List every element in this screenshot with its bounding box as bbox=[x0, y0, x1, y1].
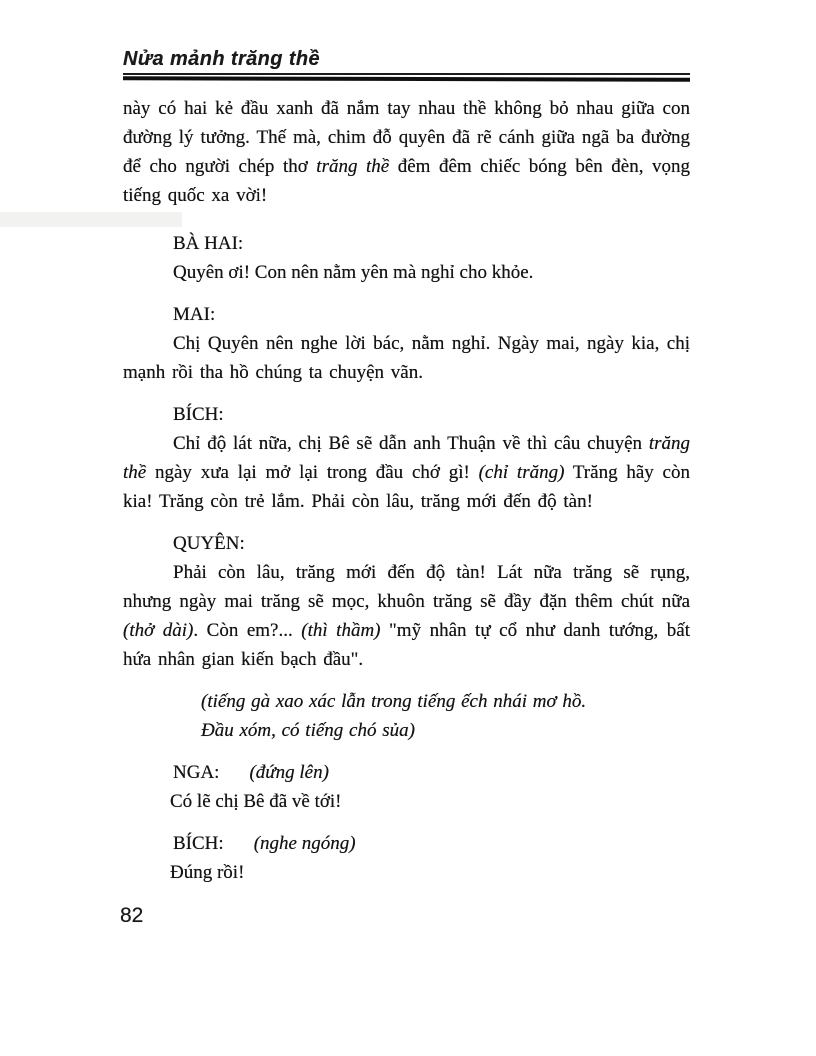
intro-paragraph bbox=[123, 94, 690, 210]
speaker-nga: NGA: bbox=[173, 762, 220, 783]
dialog-line-bich-2: Đúng rồi! bbox=[170, 862, 245, 883]
page-number: 82 bbox=[120, 904, 144, 927]
bich1-text-0: Chỉ độ lát nữa, chị Bê sẽ dẫn anh Thuận về thì câu chuyện bbox=[173, 433, 649, 454]
stage-direction-line-1: (tiếng gà xao xác lẫn trong tiếng ếch nhái mơ hồ. bbox=[201, 691, 587, 712]
speaker-mai: MAI: bbox=[173, 304, 216, 325]
quyen-text-0: Phải còn lâu, trăng mới đến độ tàn! Lát nữa trăng sẽ rụng, nhưng ngày mai trăng sẽ mọc, khuôn trăng sẽ đầy đặn thêm chút nữa bbox=[123, 562, 690, 612]
running-header-title: Nửa mảnh trăng thề bbox=[123, 48, 321, 70]
speaker-row-nga bbox=[123, 758, 690, 787]
bich1-stage-note-chi-trang: (chỉ trăng) bbox=[478, 462, 565, 483]
dialog-line-nga: Có lẽ chị Bê đã về tới! bbox=[170, 791, 342, 812]
page-content bbox=[123, 48, 690, 887]
speaker-bich-1: BÍCH: bbox=[173, 404, 224, 425]
stage-direction-block bbox=[201, 687, 690, 745]
speaker-quyen: QUYÊN: bbox=[173, 533, 245, 554]
speaker-bich-2: BÍCH: bbox=[173, 833, 224, 854]
speaker-row-bich-2 bbox=[123, 829, 690, 858]
intro-italic-trang-the: trăng thề bbox=[316, 156, 390, 177]
intro-text: này có hai kẻ đầu xanh đã nắm tay nhau thề không bỏ nhau giữa con đường lý tưởng. Thế mà, chim đỗ quyên đã rẽ cánh giữa ngã ba đường để cho người chép thơ bbox=[123, 98, 690, 177]
nga-stage-note-dung-len: (đứng lên) bbox=[249, 762, 329, 783]
quyen-stage-note-tho-dai: (thở dài) bbox=[123, 620, 194, 641]
speaker-ba-hai: BÀ HAI: bbox=[173, 233, 244, 254]
dialog-line-ba-hai: Quyên ơi! Con nên nằm yên mà nghỉ cho khỏe. bbox=[173, 262, 534, 283]
bich1-text-4: Trăng hãy còn kia! Trăng còn trẻ lắm. Phải còn lâu, trăng mới đến độ tàn! bbox=[123, 462, 690, 512]
header-rule-thin bbox=[123, 73, 690, 75]
quyen-stage-note-thi-tham: (thì thầm) bbox=[301, 620, 381, 641]
dialog-paragraph-quyen bbox=[123, 558, 690, 674]
intro-text-end: đêm đêm chiếc bóng bên đèn, vọng tiếng quốc xa vời! bbox=[123, 156, 690, 206]
dialog-paragraph-mai: Chị Quyên nên nghe lời bác, nằm nghỉ. Ngày mai, ngày kia, chị mạnh rồi tha hồ chúng ta chuyện vãn. bbox=[123, 333, 690, 383]
bich2-stage-note-nghe-ngong: (nghe ngóng) bbox=[253, 833, 356, 854]
quyen-text-4: "mỹ nhân tự cổ như danh tướng, bất hứa nhân gian kiến bạch đầu". bbox=[123, 620, 690, 670]
bich1-text-2: ngày xưa lại mở lại trong đầu chớ gì! bbox=[146, 462, 479, 483]
dialog-paragraph-bich-1 bbox=[123, 429, 690, 516]
header-rule-thick bbox=[123, 76, 690, 81]
quyen-text-2: . Còn em?... bbox=[193, 620, 302, 641]
bich1-italic-trang-the: trăng thề bbox=[123, 433, 690, 483]
stage-direction-line-2: Đầu xóm, có tiếng chó sủa) bbox=[201, 720, 415, 741]
